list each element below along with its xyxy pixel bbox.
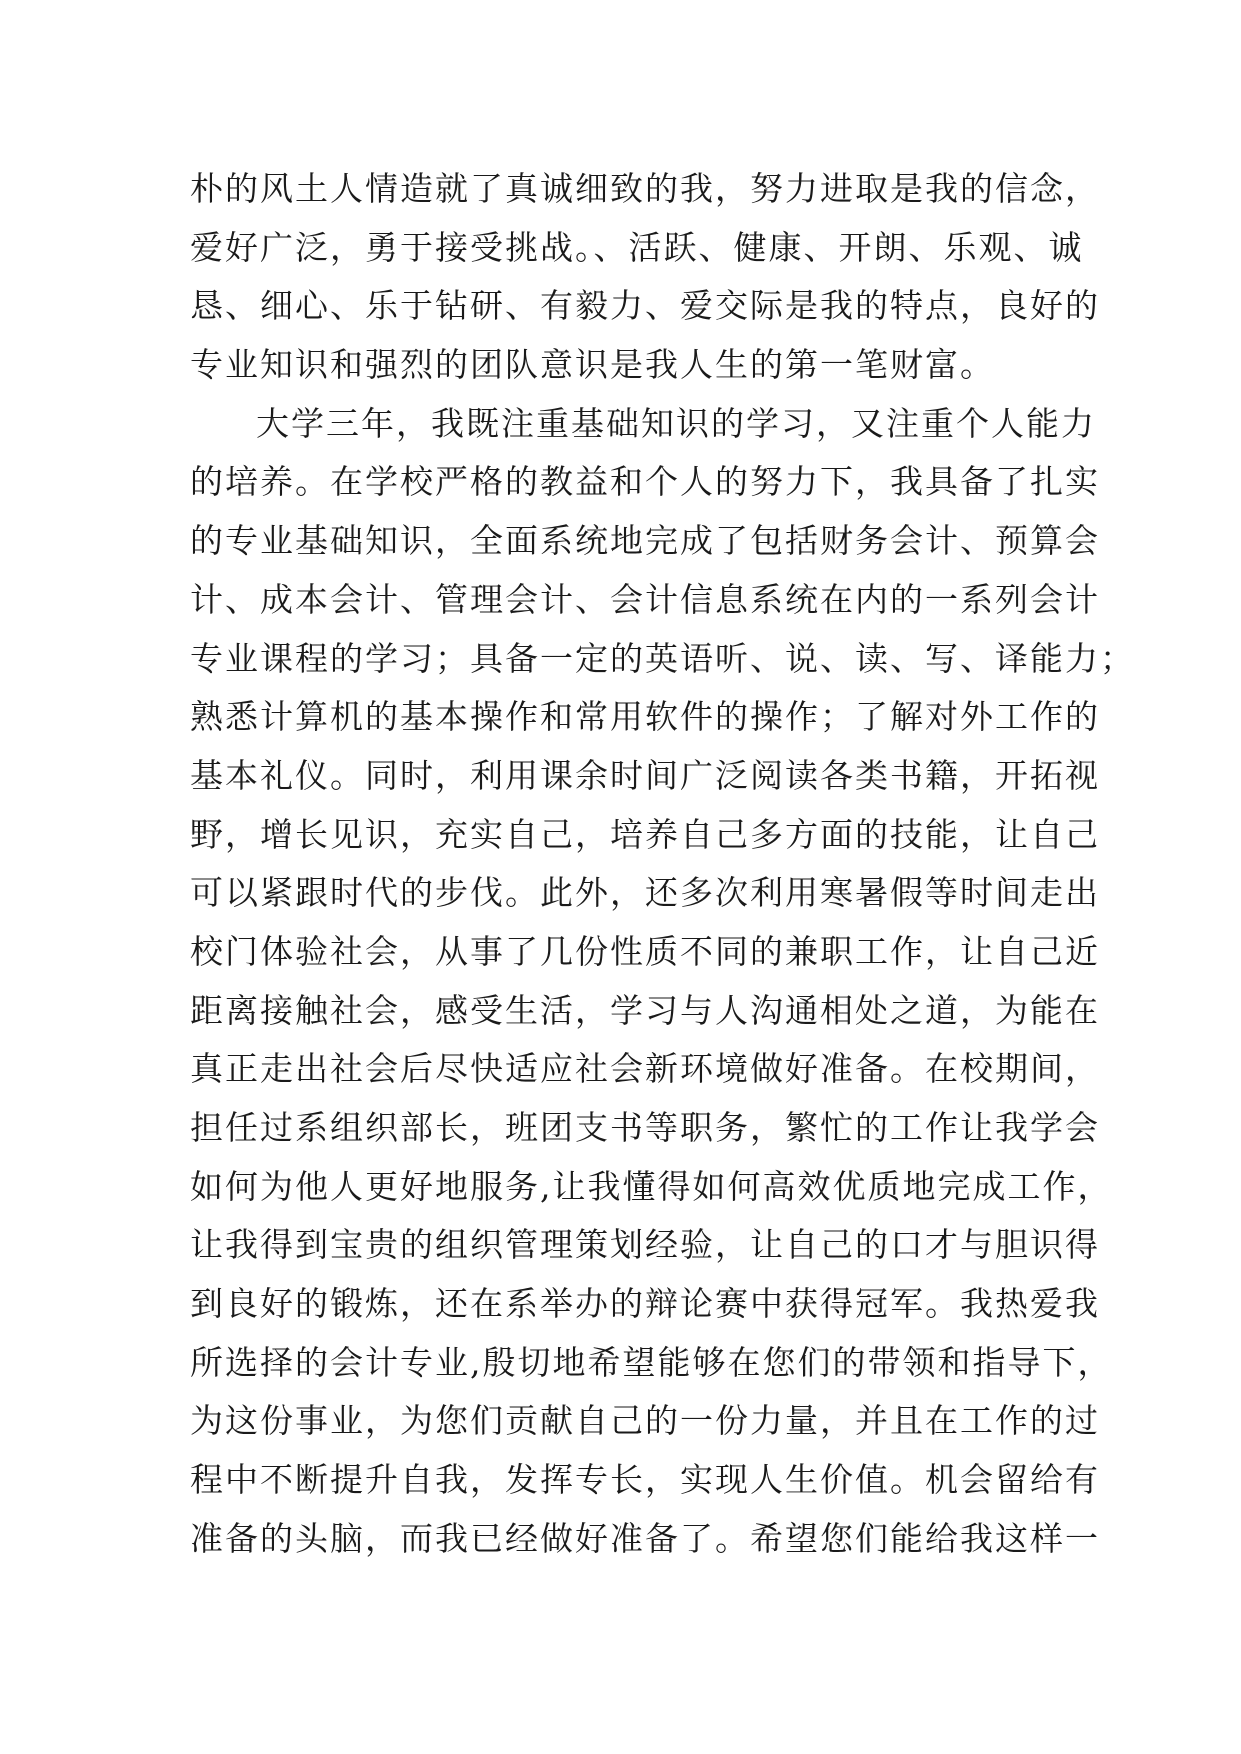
- text-line: 距离接触社会，感受生活，学习与人沟通相处之道，为能在: [190, 990, 1100, 1030]
- text-line: 为这份事业，为您们贡献自己的一份力量，并且在工作的过: [190, 1401, 1100, 1441]
- text-line: 恳、细心、乐于钻研、有毅力、爱交际是我的特点，良好的: [190, 286, 1100, 326]
- text-line: 让我得到宝贵的组织管理策划经验，让自己的口才与胆识得: [190, 1225, 1100, 1265]
- text-line: 准备的头脑，而我已经做好准备了。希望您们能给我这样一: [190, 1518, 1100, 1558]
- text-line: 大学三年，我既注重基础知识的学习，又注重个人能力: [256, 403, 1096, 443]
- text-line: 的培养。在学校严格的教益和个人的努力下，我具备了扎实: [190, 462, 1100, 502]
- text-line: 的专业基础知识，全面系统地完成了包括财务会计、预算会: [190, 521, 1100, 561]
- text-line: 程中不断提升自我，发挥专长，实现人生价值。机会留给有: [190, 1460, 1100, 1500]
- text-line: 真正走出社会后尽快适应社会新环境做好准备。在校期间，: [190, 1049, 1100, 1089]
- text-line: 可以紧跟时代的步伐。此外，还多次利用寒暑假等时间走出: [190, 873, 1100, 913]
- text-line: 计、成本会计、管理会计、会计信息系统在内的一系列会计: [190, 579, 1100, 619]
- text-line: 到良好的锻炼，还在系举办的辩论赛中获得冠军。我热爱我: [190, 1284, 1100, 1324]
- text-line: 如何为他人更好地服务,让我懂得如何高效优质地完成工作，: [190, 1166, 1113, 1206]
- text-line: 担任过系组织部长，班团支书等职务，繁忙的工作让我学会: [190, 1108, 1100, 1147]
- text-line: 野，增长见识，充实自己，培养自己多方面的技能，让自己: [190, 814, 1100, 854]
- text-line: 基本礼仪。同时，利用课余时间广泛阅读各类书籍，开拓视: [190, 755, 1100, 795]
- text-line: 所选择的会计专业,殷切地希望能够在您们的带领和指导下，: [190, 1342, 1113, 1382]
- text-line: 专业知识和强烈的团队意识是我人生的第一笔财富。: [190, 345, 995, 385]
- text-line: 爱好广泛，勇于接受挑战。、活跃、健康、开朗、乐观、诚: [190, 227, 1084, 267]
- text-line: 专业课程的学习；具备一定的英语听、说、读、写、译能力；: [190, 638, 1135, 678]
- text-line: 熟悉计算机的基本操作和常用软件的操作；了解对外工作的: [190, 697, 1100, 737]
- text-line: 校门体验社会，从事了几份性质不同的兼职工作，让自己近: [190, 931, 1100, 971]
- document-body: [190, 160, 1135, 1569]
- text-line: 朴的风土人情造就了真诚细致的我，努力进取是我的信念，: [190, 169, 1100, 208]
